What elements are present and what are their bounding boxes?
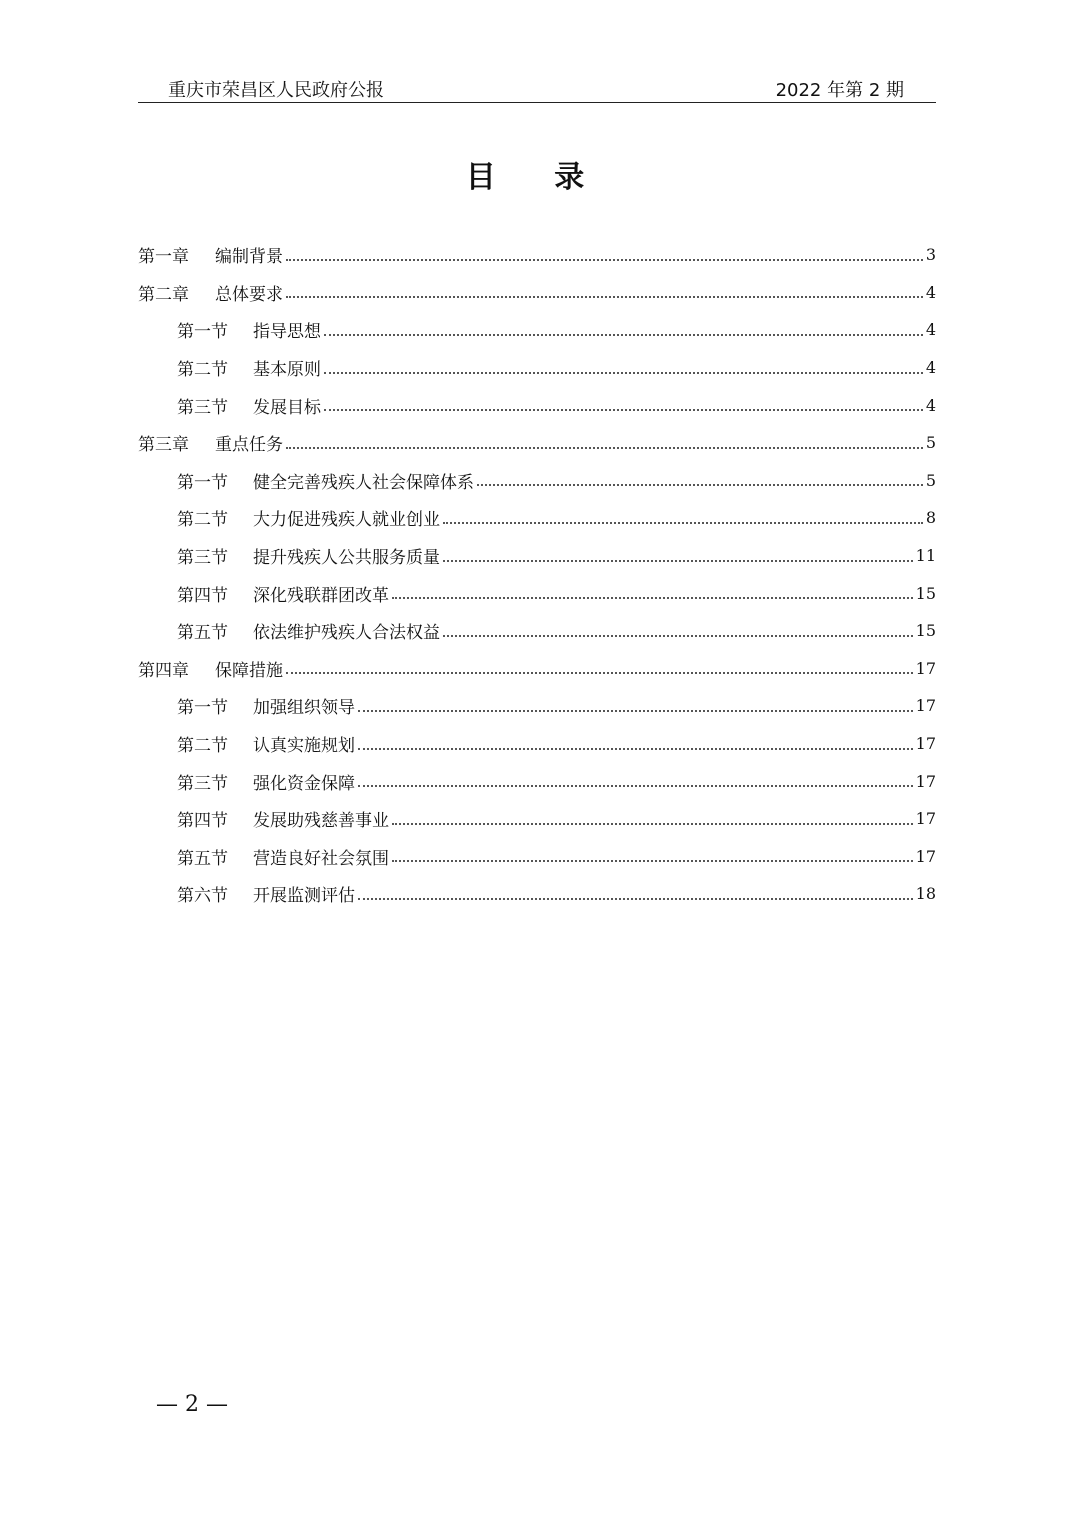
page-header bbox=[138, 74, 936, 103]
toc-entry-page: 15 bbox=[915, 583, 936, 603]
toc-entry-label bbox=[177, 618, 440, 643]
toc-entry-title: 健全完善残疾人社会保障体系 bbox=[253, 472, 474, 493]
toc-leader-dots bbox=[358, 748, 913, 750]
toc-leader-dots bbox=[358, 898, 913, 900]
toc-entry-number: 第四章 bbox=[138, 660, 189, 681]
toc-entry-number: 第二节 bbox=[177, 360, 228, 381]
toc-entry-label bbox=[138, 656, 283, 681]
toc-entry[interactable] bbox=[138, 424, 936, 462]
toc-entry-number: 第五节 bbox=[177, 848, 228, 869]
toc-entry[interactable] bbox=[138, 499, 936, 537]
toc-entry-label bbox=[177, 543, 440, 568]
toc-leader-dots bbox=[286, 259, 923, 261]
table-of-contents bbox=[138, 236, 936, 913]
toc-entry-number: 第一节 bbox=[177, 472, 228, 493]
toc-entry-label bbox=[177, 505, 440, 530]
toc-leader-dots bbox=[324, 334, 923, 336]
toc-entry[interactable] bbox=[138, 650, 936, 688]
toc-entry-page: 5 bbox=[925, 433, 936, 453]
toc-entry-page: 17 bbox=[915, 846, 936, 866]
toc-entry-label bbox=[177, 693, 355, 718]
toc-entry[interactable] bbox=[138, 875, 936, 913]
toc-entry-title: 深化残联群团改革 bbox=[253, 585, 389, 606]
toc-entry-title: 大力促进残疾人就业创业 bbox=[253, 510, 440, 531]
toc-entry-number: 第三节 bbox=[177, 548, 228, 569]
toc-entry-page: 18 bbox=[915, 884, 936, 904]
toc-entry-label bbox=[177, 806, 389, 831]
toc-entry-number: 第一章 bbox=[138, 247, 189, 268]
toc-entry-title: 依法维护残疾人合法权益 bbox=[253, 623, 440, 644]
toc-entry[interactable] bbox=[138, 838, 936, 876]
toc-entry[interactable] bbox=[138, 800, 936, 838]
toc-leader-dots bbox=[358, 785, 913, 787]
toc-entry-label bbox=[177, 355, 321, 380]
page-number: — 2 — bbox=[156, 1392, 228, 1417]
issue-number: 2022 年第 2 期 bbox=[775, 80, 904, 101]
toc-entry-number: 第一节 bbox=[177, 698, 228, 719]
toc-entry[interactable] bbox=[138, 612, 936, 650]
toc-entry-title: 基本原则 bbox=[253, 360, 321, 381]
toc-entry-label bbox=[177, 731, 355, 756]
toc-leader-dots bbox=[358, 710, 913, 712]
toc-entry-page: 17 bbox=[915, 809, 936, 829]
toc-entry-page: 4 bbox=[925, 320, 936, 340]
toc-entry-title: 提升残疾人公共服务质量 bbox=[253, 548, 440, 569]
toc-entry-label bbox=[138, 430, 283, 455]
toc-leader-dots bbox=[286, 296, 923, 298]
toc-entry-label bbox=[177, 393, 321, 418]
toc-entry-page: 5 bbox=[925, 470, 936, 490]
toc-entry-title: 指导思想 bbox=[253, 322, 321, 343]
toc-entry[interactable] bbox=[138, 574, 936, 612]
toc-entry-number: 第二节 bbox=[177, 736, 228, 757]
toc-entry-label bbox=[138, 242, 283, 267]
toc-entry-number: 第三节 bbox=[177, 397, 228, 418]
toc-leader-dots bbox=[286, 672, 913, 674]
toc-entry-label bbox=[177, 581, 389, 606]
toc-entry-page: 17 bbox=[915, 658, 936, 678]
toc-entry-number: 第二节 bbox=[177, 510, 228, 531]
toc-leader-dots bbox=[443, 522, 923, 524]
toc-entry-title: 加强组织领导 bbox=[253, 698, 355, 719]
toc-leader-dots bbox=[443, 560, 913, 562]
toc-entry-number: 第四节 bbox=[177, 585, 228, 606]
toc-entry[interactable] bbox=[138, 725, 936, 763]
toc-entry-label bbox=[177, 317, 321, 342]
toc-entry-number: 第三节 bbox=[177, 773, 228, 794]
toc-entry-number: 第四节 bbox=[177, 811, 228, 832]
page-title: 目 录 bbox=[465, 160, 609, 195]
toc-entry-title: 编制背景 bbox=[215, 247, 283, 268]
toc-entry-page: 15 bbox=[915, 621, 936, 641]
toc-entry-title: 营造良好社会氛围 bbox=[253, 848, 389, 869]
toc-entry-label bbox=[138, 280, 283, 305]
toc-entry-label bbox=[177, 468, 474, 493]
toc-leader-dots bbox=[324, 409, 923, 411]
toc-entry[interactable] bbox=[138, 762, 936, 800]
toc-entry-number: 第三章 bbox=[138, 435, 189, 456]
toc-entry[interactable] bbox=[138, 687, 936, 725]
toc-entry-title: 重点任务 bbox=[215, 435, 283, 456]
toc-entry-page: 8 bbox=[925, 508, 936, 528]
toc-entry-page: 17 bbox=[915, 734, 936, 754]
toc-entry-number: 第一节 bbox=[177, 322, 228, 343]
toc-entry[interactable] bbox=[138, 386, 936, 424]
toc-entry-label bbox=[177, 844, 389, 869]
toc-entry-number: 第六节 bbox=[177, 886, 228, 907]
toc-entry-label bbox=[177, 881, 355, 906]
toc-entry-title: 发展助残慈善事业 bbox=[253, 811, 389, 832]
toc-entry-page: 17 bbox=[915, 771, 936, 791]
toc-leader-dots bbox=[324, 372, 923, 374]
toc-entry[interactable] bbox=[138, 537, 936, 575]
toc-leader-dots bbox=[477, 484, 923, 486]
toc-entry-title: 总体要求 bbox=[215, 284, 283, 305]
toc-entry[interactable] bbox=[138, 349, 936, 387]
toc-entry-page: 11 bbox=[915, 546, 936, 566]
toc-entry-page: 4 bbox=[925, 358, 936, 378]
toc-entry-page: 4 bbox=[925, 282, 936, 302]
toc-entry[interactable] bbox=[138, 311, 936, 349]
toc-leader-dots bbox=[443, 635, 913, 637]
toc-entry-page: 3 bbox=[925, 245, 936, 265]
toc-leader-dots bbox=[392, 860, 913, 862]
publication-name: 重庆市荣昌区人民政府公报 bbox=[168, 80, 384, 101]
toc-entry-title: 强化资金保障 bbox=[253, 773, 355, 794]
toc-entry-title: 认真实施规划 bbox=[253, 736, 355, 757]
toc-leader-dots bbox=[286, 447, 923, 449]
toc-entry[interactable] bbox=[138, 274, 936, 312]
toc-entry[interactable] bbox=[138, 462, 936, 500]
toc-leader-dots bbox=[392, 597, 913, 599]
toc-leader-dots bbox=[392, 823, 913, 825]
toc-entry-page: 4 bbox=[925, 395, 936, 415]
toc-entry-title: 保障措施 bbox=[215, 660, 283, 681]
toc-entry-title: 发展目标 bbox=[253, 397, 321, 418]
toc-entry-page: 17 bbox=[915, 696, 936, 716]
toc-entry-number: 第二章 bbox=[138, 284, 189, 305]
toc-entry[interactable] bbox=[138, 236, 936, 274]
toc-entry-title: 开展监测评估 bbox=[253, 886, 355, 907]
toc-entry-number: 第五节 bbox=[177, 623, 228, 644]
toc-entry-label bbox=[177, 769, 355, 794]
